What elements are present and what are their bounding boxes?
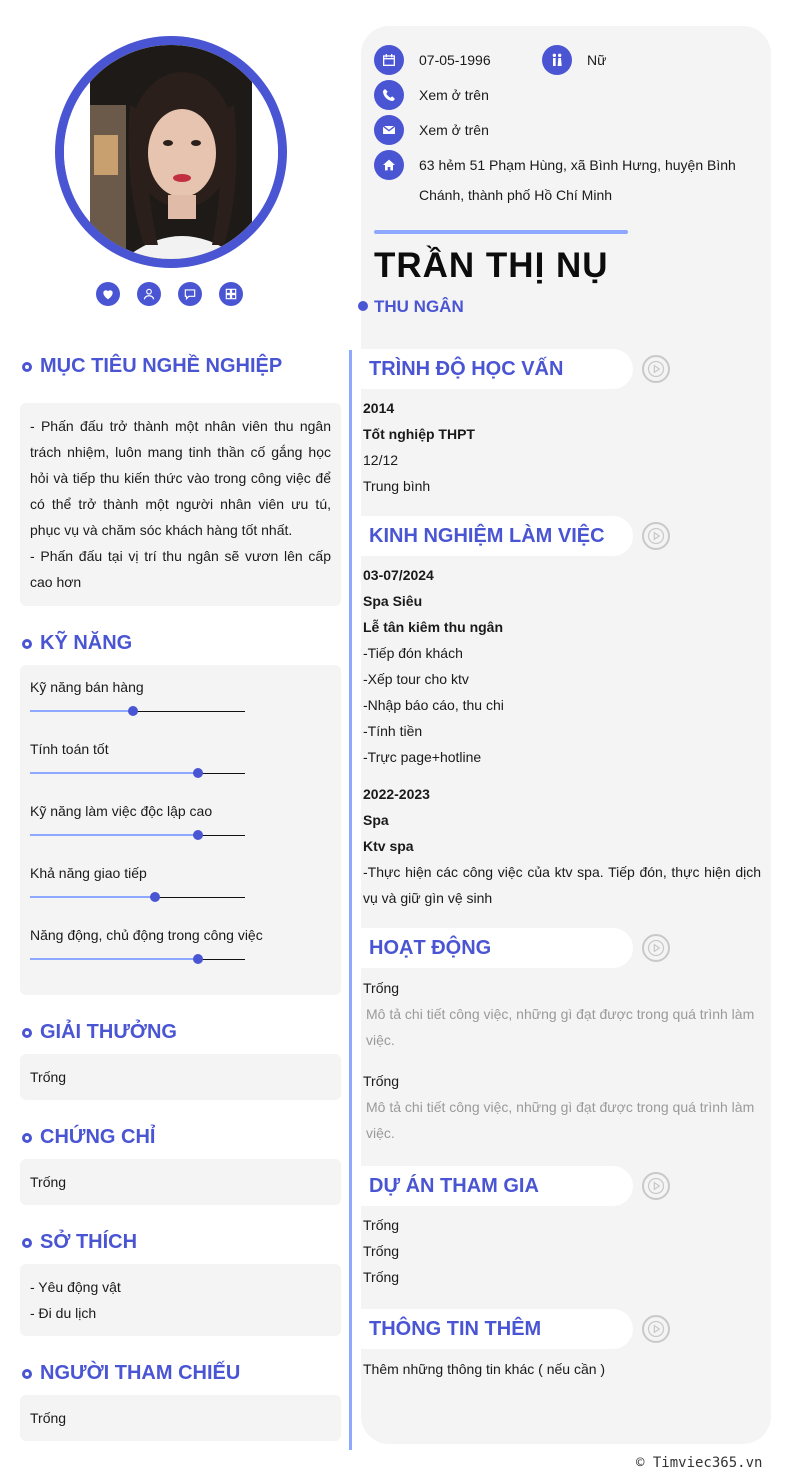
job-position: Ktv spa [363, 838, 414, 854]
hobby-item: - Đi du lịch [30, 1305, 97, 1321]
job-company: Spa Siêu [363, 593, 423, 609]
heart-icon[interactable] [96, 282, 120, 306]
calendar-icon [374, 45, 404, 75]
job-duty: -Nhập báo cáo, thu chi [363, 697, 504, 713]
activity-1 [363, 975, 761, 1053]
email-icon [374, 115, 404, 145]
user-icon[interactable] [137, 282, 161, 306]
bullet-icon [22, 1369, 32, 1379]
social-icons [96, 282, 243, 306]
skill-knob [150, 892, 160, 902]
skill-label: Khả năng giao tiếp [30, 865, 147, 881]
job-period: 2022-2023 [363, 786, 430, 802]
skill-bar [30, 711, 245, 712]
additional-content: Thêm những thông tin khác ( nếu cần ) [363, 1361, 606, 1377]
skill-knob [193, 830, 203, 840]
play-circle-icon[interactable] [642, 522, 670, 550]
bullet-icon [22, 1133, 32, 1143]
play-circle-icon[interactable] [642, 1315, 670, 1343]
play-circle-icon[interactable] [642, 355, 670, 383]
activity-title: Trống [363, 980, 400, 996]
job-duty: -Tính tiền [363, 723, 423, 739]
job-description: -Thực hiện các công việc của ktv spa. Tiếp đón, thực hiện dịch vụ và giữ gìn vệ sinh [363, 864, 761, 906]
avatar [55, 36, 287, 268]
education-degree: Tốt nghiệp THPT [363, 426, 475, 442]
chat-icon[interactable] [178, 282, 202, 306]
references-box [20, 1395, 341, 1441]
education-grade: 12/12 [363, 452, 399, 468]
bullet-icon [22, 1028, 32, 1038]
candidate-name: TRẦN THỊ NỤ [374, 246, 609, 285]
skill-label: Năng động, chủ động trong công việc [30, 927, 263, 943]
project-item: Trống [363, 1269, 400, 1285]
job-duty: -Xếp tour cho ktv [363, 671, 469, 687]
hobby-item: - Yêu động vật [30, 1279, 121, 1295]
objective-line-2: - Phấn đấu tại vị trí thu ngân sẽ vươn lên cấp cao hơn [30, 548, 331, 590]
skill-label: Kỹ năng bán hàng [30, 679, 144, 695]
awards-box [20, 1054, 341, 1100]
job-bullet-icon [358, 301, 368, 311]
job-duty: -Trực page+hotline [363, 749, 482, 765]
hobbies-heading: SỞ THÍCH [40, 1231, 138, 1253]
phone-text: Xem ở trên [419, 87, 489, 103]
email-text: Xem ở trên [419, 122, 489, 138]
bullet-icon [22, 1238, 32, 1248]
birthday-text: 07-05-1996 [419, 52, 491, 68]
references-content: Trống [30, 1410, 67, 1426]
skill-label: Tính toán tốt [30, 741, 109, 757]
job-title: THU NGÂN [374, 297, 464, 316]
objective-line-1: - Phấn đấu trở thành một nhân viên thu ngân trách nhiệm, luôn mang tinh thần cố gắng học hỏi và tiếp thu kiến thức vào trong công việc để có thể trở thành một người nhân viên ưu tú, phục vụ và chăm sóc khách hàng tốt nhất. [30, 418, 331, 538]
objective-box [20, 403, 341, 606]
bullet-icon [22, 639, 32, 649]
name-divider [374, 230, 628, 234]
experience-heading: KINH NGHIỆM LÀM VIỆC [361, 516, 633, 556]
additional-heading: THÔNG TIN THÊM [361, 1309, 633, 1349]
gender-text: Nữ [587, 52, 607, 68]
awards-content: Trống [30, 1069, 67, 1085]
education-rank: Trung bình [363, 478, 431, 494]
activity-2 [363, 1068, 761, 1146]
portrait-image [64, 45, 278, 259]
education-content [363, 395, 761, 499]
footer-credit: © Timviec365.vn [636, 1455, 763, 1471]
column-divider [349, 350, 352, 1450]
skill-bar [30, 773, 245, 774]
experience-job-1 [363, 562, 761, 770]
projects-content [363, 1212, 761, 1290]
play-circle-icon[interactable] [642, 934, 670, 962]
certificates-content: Trống [30, 1174, 67, 1190]
skill-knob [193, 768, 203, 778]
hobbies-box [20, 1264, 341, 1336]
project-item: Trống [363, 1243, 400, 1259]
skills-heading: KỸ NĂNG [40, 632, 133, 654]
play-circle-icon[interactable] [642, 1172, 670, 1200]
address-line-2: Chánh, thành phố Hồ Chí Minh [419, 187, 613, 203]
job-period: 03-07/2024 [363, 567, 434, 583]
grid-icon[interactable] [219, 282, 243, 306]
project-item: Trống [363, 1217, 400, 1233]
certificates-box [20, 1159, 341, 1205]
bullet-icon [22, 362, 32, 372]
activity-description: Mô tả chi tiết công việc, những gì đạt được trong quá trình làm việc. [366, 1099, 755, 1141]
skill-bar [30, 959, 245, 960]
job-company: Spa [363, 812, 389, 828]
references-heading: NGƯỜI THAM CHIẾU [40, 1362, 241, 1384]
skill-label: Kỹ năng làm việc độc lập cao [30, 803, 213, 819]
activity-description: Mô tả chi tiết công việc, những gì đạt được trong quá trình làm việc. [366, 1006, 755, 1048]
education-heading: TRÌNH ĐỘ HỌC VẤN [361, 349, 633, 389]
avatar-photo [64, 45, 278, 259]
experience-job-2 [363, 781, 761, 911]
projects-heading: DỰ ÁN THAM GIA [361, 1166, 633, 1206]
skill-bar [30, 835, 245, 836]
education-year: 2014 [363, 400, 395, 416]
skills-box [20, 665, 341, 995]
phone-icon [374, 80, 404, 110]
skill-knob [193, 954, 203, 964]
job-position: Lễ tân kiêm thu ngân [363, 619, 504, 635]
address-line-1: 63 hẻm 51 Phạm Hùng, xã Bình Hưng, huyện Bình [419, 157, 736, 173]
skill-bar [30, 897, 245, 898]
job-duty: -Tiếp đón khách [363, 645, 463, 661]
home-icon [374, 150, 404, 180]
awards-heading: GIẢI THƯỞNG [40, 1021, 177, 1043]
gender-icon [542, 45, 572, 75]
objective-heading: MỤC TIÊU NGHỀ NGHIỆP [40, 355, 283, 377]
activities-heading: HOẠT ĐỘNG [361, 928, 633, 968]
activity-title: Trống [363, 1073, 400, 1089]
certificates-heading: CHỨNG CHỈ [40, 1126, 156, 1148]
